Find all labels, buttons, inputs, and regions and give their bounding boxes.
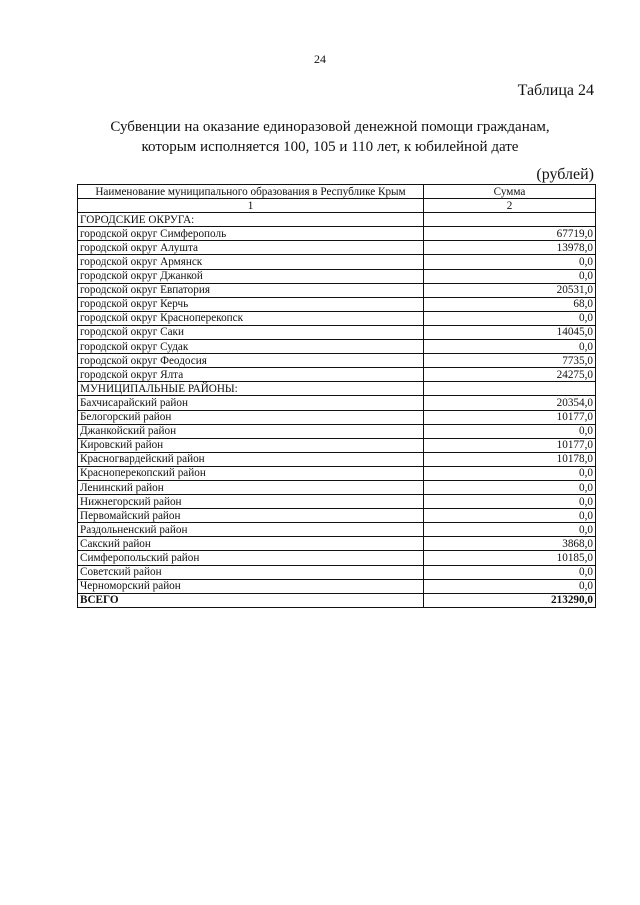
row-value: 14045,0 <box>424 325 596 339</box>
row-name: Симферопольский район <box>78 551 424 565</box>
table-row <box>78 241 596 255</box>
row-value: 67719,0 <box>424 227 596 241</box>
table-header-row <box>78 185 596 199</box>
table-row <box>78 410 596 424</box>
row-name: городской округ Симферополь <box>78 227 424 241</box>
table-row <box>78 325 596 339</box>
column-number-row <box>78 199 596 213</box>
total-row <box>78 593 596 607</box>
row-name: Первомайский район <box>78 509 424 523</box>
row-name: Нижнегорский район <box>78 495 424 509</box>
row-name: Раздольненский район <box>78 523 424 537</box>
row-name: городской округ Керчь <box>78 297 424 311</box>
table-row <box>78 551 596 565</box>
row-name: Ленинский район <box>78 480 424 494</box>
table-row <box>78 227 596 241</box>
row-value: 0,0 <box>424 255 596 269</box>
row-name: Советский район <box>78 565 424 579</box>
table-row <box>78 480 596 494</box>
row-value: 0,0 <box>424 340 596 354</box>
row-value: 10178,0 <box>424 452 596 466</box>
row-name: городской округ Судак <box>78 340 424 354</box>
row-value: 0,0 <box>424 424 596 438</box>
header-amount: Сумма <box>424 185 596 199</box>
row-value: 0,0 <box>424 523 596 537</box>
row-name: городской округ Саки <box>78 325 424 339</box>
table-row <box>78 466 596 480</box>
row-name: Кировский район <box>78 438 424 452</box>
table-row <box>78 213 596 227</box>
total-value: 213290,0 <box>424 593 596 607</box>
table-row <box>78 509 596 523</box>
title-line-1: Субвенции на оказание единоразовой денежной помощи гражданам, <box>110 119 550 135</box>
row-value: 0,0 <box>424 579 596 593</box>
row-value: 7735,0 <box>424 354 596 368</box>
subvention-table <box>77 184 596 608</box>
header-municipality: Наименование муниципального образования в Республике Крым <box>78 185 424 199</box>
table-row <box>78 537 596 551</box>
row-value: 0,0 <box>424 269 596 283</box>
row-value: 13978,0 <box>424 241 596 255</box>
table-row <box>78 396 596 410</box>
row-name: Сакский район <box>78 537 424 551</box>
row-value: 10177,0 <box>424 438 596 452</box>
table-row <box>78 255 596 269</box>
table-row <box>78 438 596 452</box>
table-row <box>78 368 596 382</box>
row-value: 0,0 <box>424 466 596 480</box>
table-row <box>78 565 596 579</box>
units-label: (рублей) <box>536 166 594 183</box>
row-name: городской округ Ялта <box>78 368 424 382</box>
row-value: 0,0 <box>424 565 596 579</box>
table-row <box>78 340 596 354</box>
row-value <box>424 382 596 396</box>
row-name: Красноперекопский район <box>78 466 424 480</box>
table-row <box>78 452 596 466</box>
row-name: Черноморский район <box>78 579 424 593</box>
table-row <box>78 311 596 325</box>
row-value: 20531,0 <box>424 283 596 297</box>
row-name: городской округ Красноперекопск <box>78 311 424 325</box>
title-line-2: которым исполняется 100, 105 и 110 лет, к юбилейной дате <box>141 139 519 155</box>
row-name: городской округ Евпатория <box>78 283 424 297</box>
table-row <box>78 269 596 283</box>
column-number-2: 2 <box>424 199 596 213</box>
row-value: 10177,0 <box>424 410 596 424</box>
row-value: 10185,0 <box>424 551 596 565</box>
row-name: Белогорский район <box>78 410 424 424</box>
table-row <box>78 424 596 438</box>
row-value: 0,0 <box>424 480 596 494</box>
table-row <box>78 382 596 396</box>
total-label: ВСЕГО <box>78 593 424 607</box>
table-label: Таблица 24 <box>517 82 594 99</box>
table-row <box>78 579 596 593</box>
row-value: 68,0 <box>424 297 596 311</box>
table-row <box>78 523 596 537</box>
column-number-1: 1 <box>78 199 424 213</box>
row-name: ГОРОДСКИЕ ОКРУГА: <box>78 213 424 227</box>
page-number: 24 <box>314 52 326 66</box>
table-row <box>78 354 596 368</box>
row-value: 0,0 <box>424 311 596 325</box>
table-body <box>78 213 596 594</box>
document-title <box>60 117 600 157</box>
row-name: Красногвардейский район <box>78 452 424 466</box>
row-name: городской округ Алушта <box>78 241 424 255</box>
row-value: 0,0 <box>424 509 596 523</box>
row-name: Бахчисарайский район <box>78 396 424 410</box>
row-name: городской округ Джанкой <box>78 269 424 283</box>
row-value: 0,0 <box>424 495 596 509</box>
row-name: городской округ Феодосия <box>78 354 424 368</box>
row-value: 20354,0 <box>424 396 596 410</box>
row-value: 24275,0 <box>424 368 596 382</box>
row-value <box>424 213 596 227</box>
table-row <box>78 283 596 297</box>
row-name: Джанкойский район <box>78 424 424 438</box>
table-row <box>78 495 596 509</box>
table-row <box>78 297 596 311</box>
row-name: городской округ Армянск <box>78 255 424 269</box>
row-value: 3868,0 <box>424 537 596 551</box>
row-name: МУНИЦИПАЛЬНЫЕ РАЙОНЫ: <box>78 382 424 396</box>
